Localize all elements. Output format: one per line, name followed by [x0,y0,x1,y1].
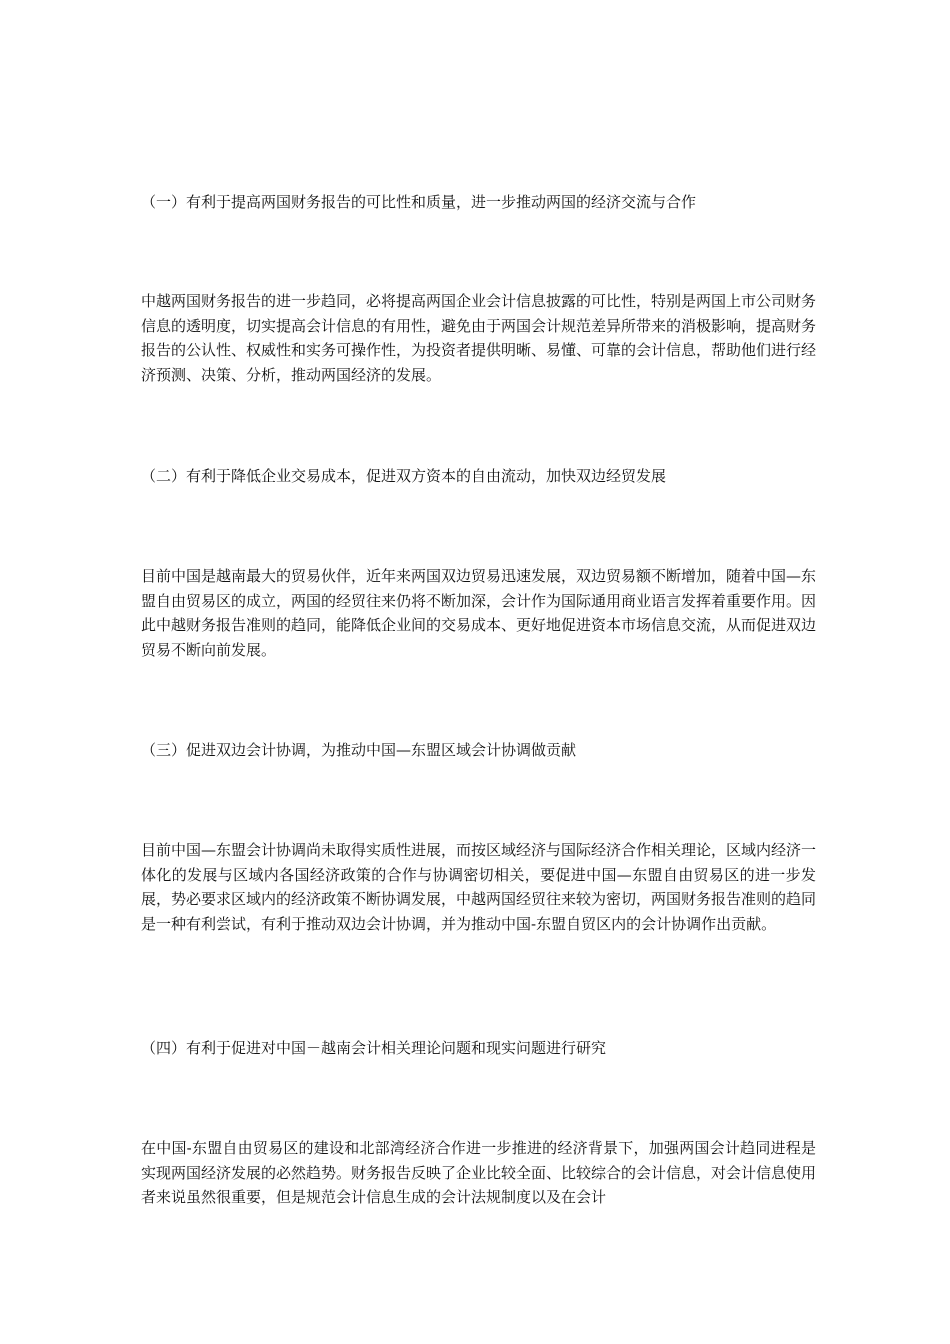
section-2-paragraph: 目前中国是越南最大的贸易伙伴，近年来两国双边贸易迅速发展，双边贸易额不断增加，随着中国—东盟自由贸易区的成立，两国的经贸往来仍将不断加深，会计作为国际通用商业语言发挥着重要作用。因此中越财务报告准则的趋同，能降低企业间的交易成本、更好地促进资本市场信息交流，从而促进双边贸易不断向前发展。 [141,567,817,659]
section-3-paragraph: 目前中国—东盟会计协调尚未取得实质性进展，而按区域经济与国际经济合作相关理论，区域内经济一体化的发展与区域内各国经济政策的合作与协调密切相关，要促进中国—东盟自由贸易区的进一步发展，势必要求区域内的经济政策不断协调发展，中越两国经贸往来较为密切，两国财务报告准则的趋同是一种有利尝试，有利于推动双边会计协调，并为推动中国-东盟自贸区内的会计协调作出贡献。 [141,841,817,933]
section-1-paragraph: 中越两国财务报告的进一步趋同，必将提高两国企业会计信息披露的可比性，特别是两国上市公司财务信息的透明度，切实提高会计信息的有用性，避免由于两国会计规范差异所带来的消极影响，提高财务报告的公认性、权威性和实务可操作性，为投资者提供明晰、易懂、可靠的会计信息，帮助他们进行经济预测、决策、分析，推动两国经济的发展。 [141,292,817,384]
section-4-paragraph: 在中国-东盟自由贸易区的建设和北部湾经济合作进一步推进的经济背景下，加强两国会计趋同进程是实现两国经济发展的必然趋势。财务报告反映了企业比较全面、比较综合的会计信息，对会计信息使用者来说虽然很重要，但是规范会计信息生成的会计法规制度以及在会计 [141,1139,817,1206]
section-3-heading: （三）促进双边会计协调，为推动中国—东盟区域会计协调做贡献 [141,741,577,759]
section-2-heading: （二）有利于降低企业交易成本，促进双方资本的自由流动，加快双边经贸发展 [141,467,667,485]
section-4-heading: （四）有利于促进对中国－越南会计相关理论问题和现实问题进行研究 [141,1039,607,1057]
section-1-heading: （一）有利于提高两国财务报告的可比性和质量，进一步推动两国的经济交流与合作 [141,193,697,211]
